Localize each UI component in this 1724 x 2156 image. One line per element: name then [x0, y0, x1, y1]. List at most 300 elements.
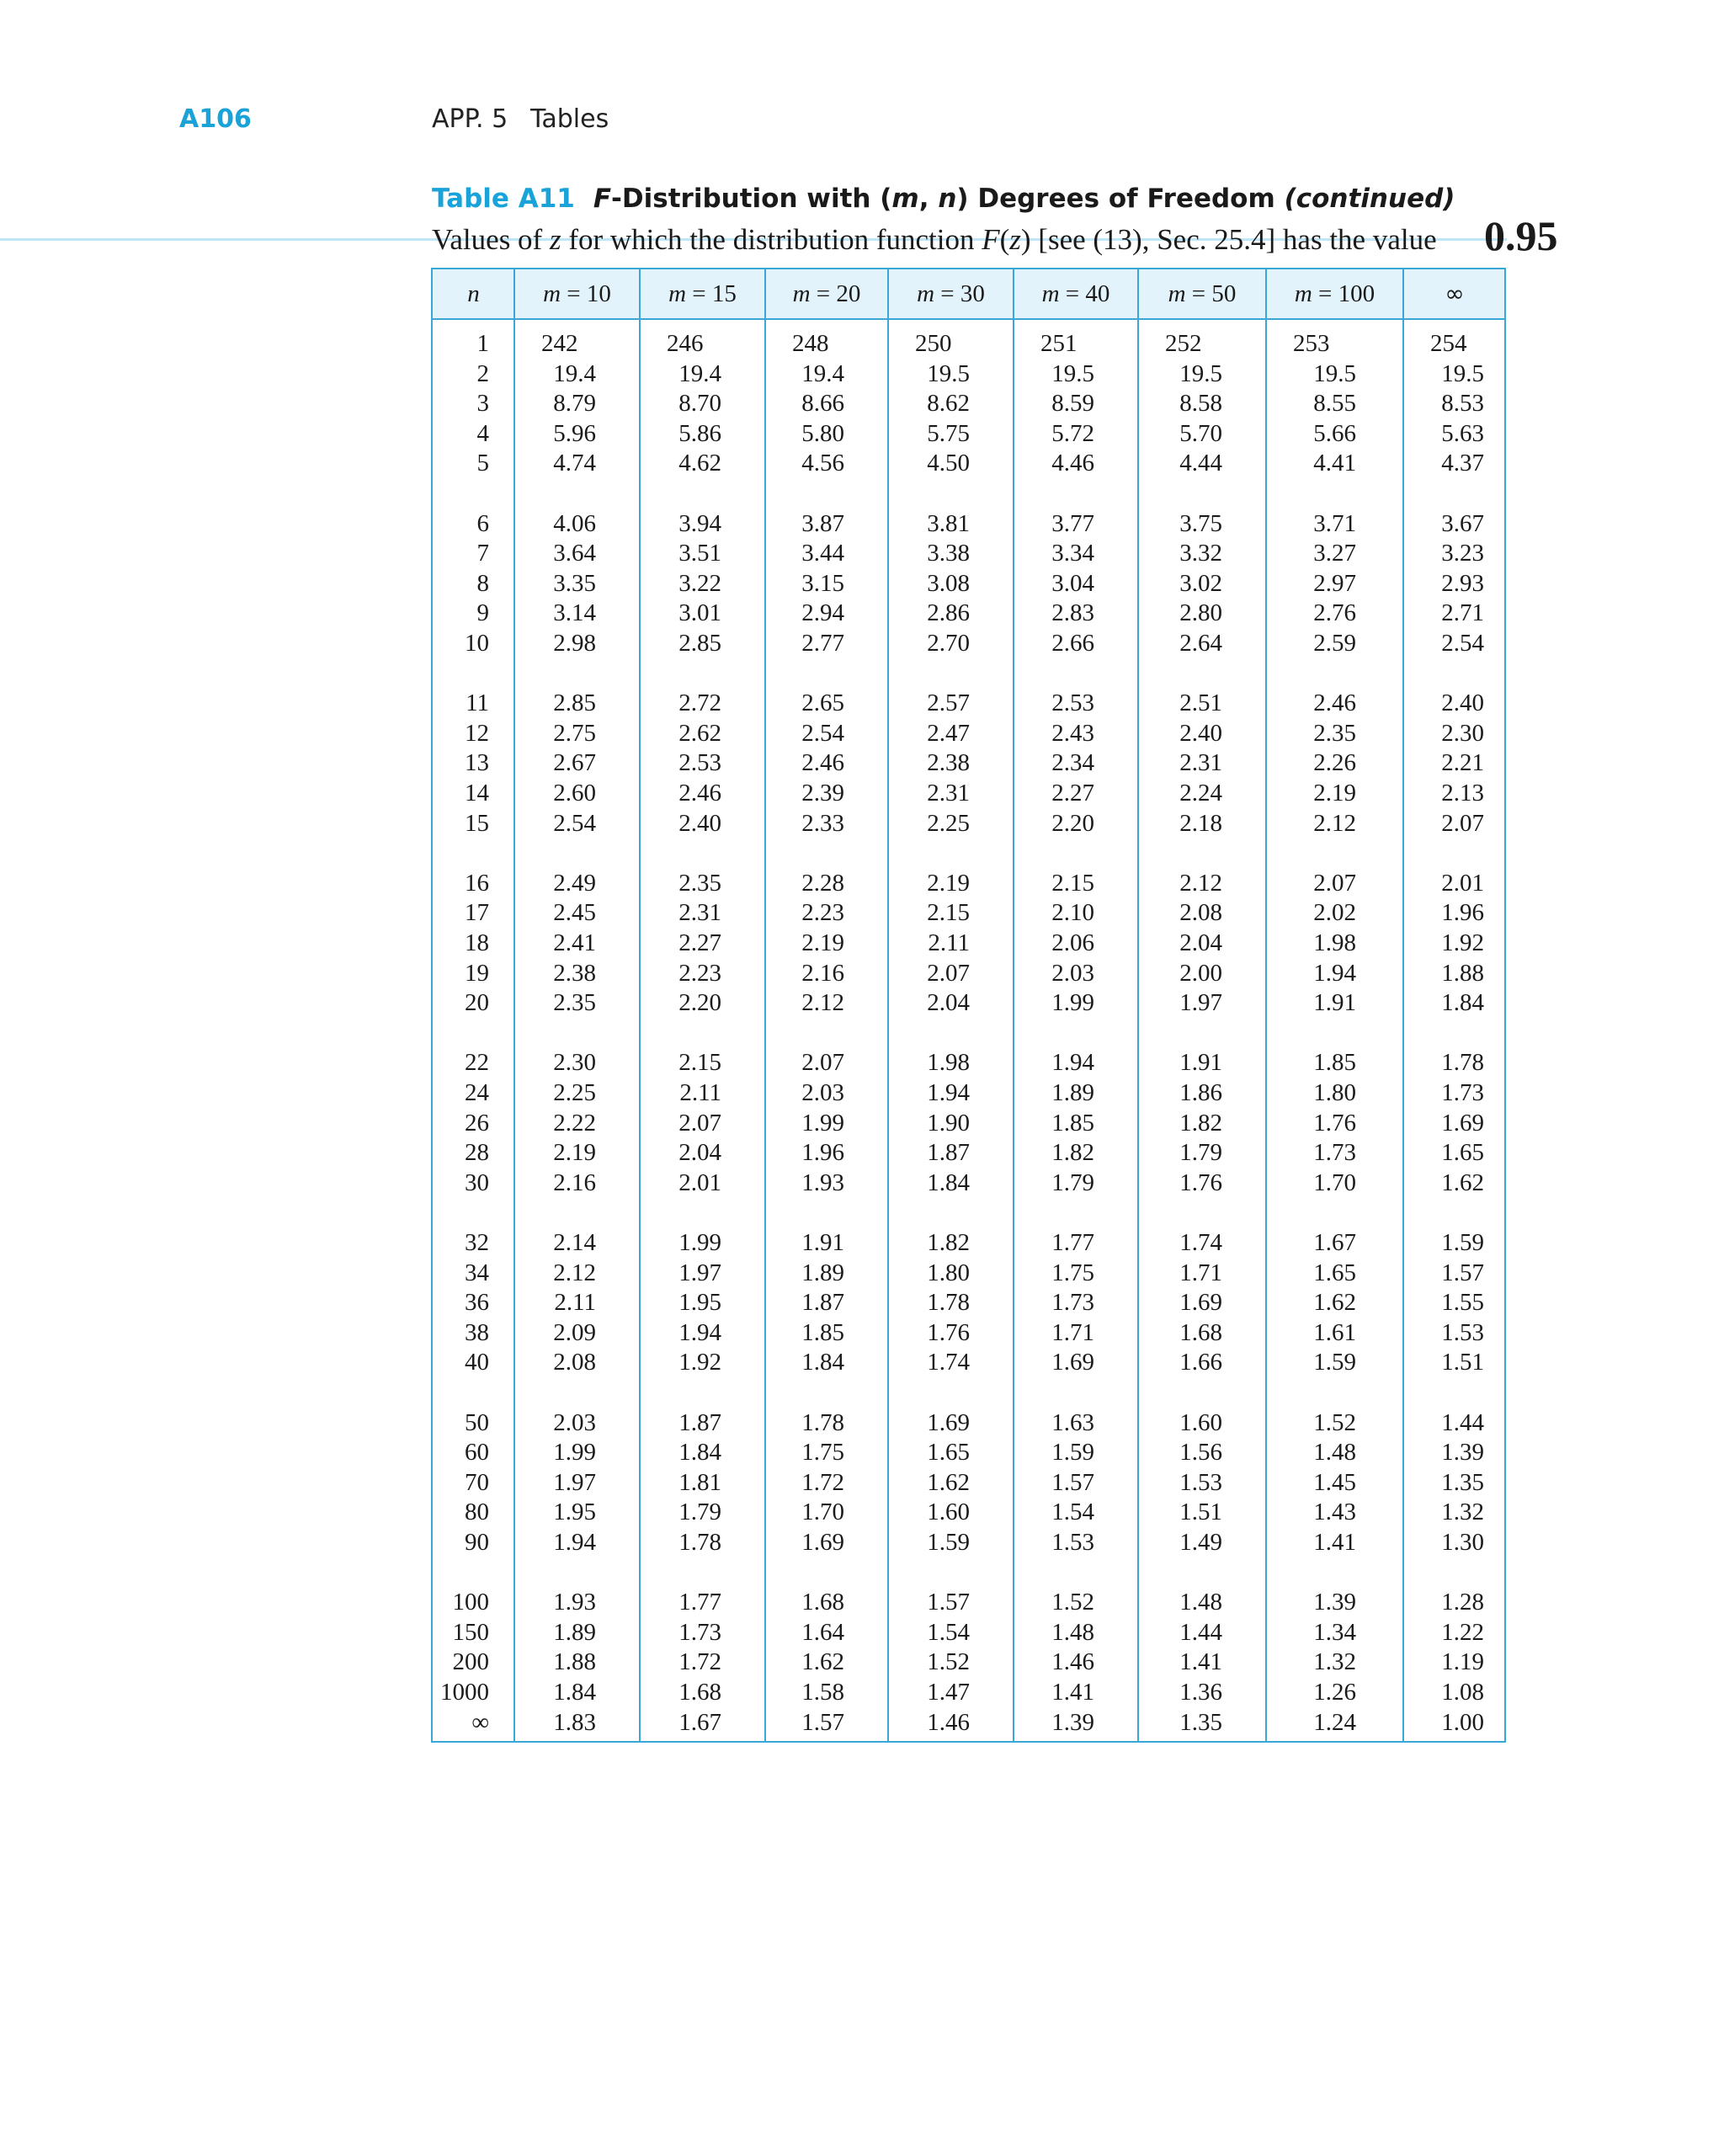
table-cell: 1.94 [1313, 959, 1356, 987]
table-row [433, 1437, 1504, 1467]
table-cell: 3.51 [678, 540, 721, 567]
table-cell: 2.31 [1179, 749, 1222, 777]
row-label-n: ∞ [471, 1708, 489, 1736]
table-cell: 1.70 [1313, 1168, 1356, 1196]
table-cell: 3.77 [1051, 509, 1094, 537]
table-cell: 1.73 [678, 1618, 721, 1646]
table-cell: 2.27 [1051, 780, 1094, 807]
table-cell: 2.35 [678, 869, 721, 897]
table-cell: 1.99 [801, 1109, 844, 1137]
table-cell: 1.48 [1179, 1589, 1222, 1616]
table-cell: 1.92 [1441, 929, 1484, 956]
table-cell: 1.78 [678, 1529, 721, 1556]
row-label-n: 1 [476, 330, 489, 357]
row-label-n: 19 [465, 959, 489, 987]
table-cell: 1.77 [678, 1589, 721, 1616]
table-cell: 1.68 [678, 1679, 721, 1706]
table-cell: 1.92 [678, 1349, 721, 1376]
table-cell: 2.03 [1051, 959, 1094, 987]
table-cell: 252 [1165, 330, 1202, 357]
caption-n: n [938, 184, 957, 214]
column-header: m = 10 [543, 280, 611, 307]
table-cell: 5.66 [1313, 419, 1356, 447]
table-row [433, 897, 1504, 928]
row-label-n: 9 [476, 599, 489, 627]
table-cell: 2.60 [553, 780, 596, 807]
row-label-n: 10 [465, 630, 489, 657]
table-cell: 2.30 [553, 1049, 596, 1077]
table-cell: 1.86 [1179, 1079, 1222, 1106]
table-cell: 1.97 [678, 1259, 721, 1286]
table-row [433, 598, 1504, 628]
table-cell: 3.15 [801, 569, 844, 597]
table-cell: 2.67 [553, 749, 596, 777]
table-cell: 2.46 [1313, 689, 1356, 717]
caption-text-2: ) Degrees of Freedom [956, 184, 1285, 214]
table-cell: 2.38 [553, 959, 596, 987]
row-label-n: 34 [465, 1259, 489, 1286]
table-cell: 2.23 [678, 959, 721, 987]
table-cell: 1.94 [927, 1079, 970, 1106]
table-cell: 2.45 [553, 899, 596, 927]
table-cell: 19.5 [1313, 359, 1356, 387]
table-cell: 1.41 [1313, 1529, 1356, 1556]
table-cell: 2.71 [1441, 599, 1484, 627]
table-cell: 2.51 [1179, 689, 1222, 717]
table-row [433, 1707, 1504, 1738]
table-cell: 19.4 [801, 359, 844, 387]
table-cell: 1.75 [1051, 1259, 1094, 1286]
table-cell: 2.35 [1313, 719, 1356, 747]
table-cell: 1.69 [1051, 1349, 1094, 1376]
table-cell: 1.35 [1441, 1468, 1484, 1496]
table-cell: 1.53 [1179, 1468, 1222, 1496]
table-cell: 2.13 [1441, 780, 1484, 807]
table-cell: 1.68 [1179, 1318, 1222, 1346]
table-row [433, 418, 1504, 449]
table-cell: 1.71 [1051, 1318, 1094, 1346]
subtitle-var-z2: z [1009, 223, 1021, 256]
table-cell: 1.59 [927, 1529, 970, 1556]
row-label-n: 5 [476, 450, 489, 477]
table-cell: 3.32 [1179, 540, 1222, 567]
table-cell: 1.41 [1051, 1679, 1094, 1706]
table-cell: 1.52 [927, 1648, 970, 1676]
table-cell: 1.69 [1441, 1109, 1484, 1137]
table-cell: 2.28 [801, 869, 844, 897]
table-cell: 2.54 [1441, 630, 1484, 657]
table-cell: 1.59 [1313, 1349, 1356, 1376]
subtitle-text-c: ( [999, 223, 1010, 256]
table-cell: 2.38 [927, 749, 970, 777]
table-cell: 242 [541, 330, 578, 357]
table-cell: 2.31 [678, 899, 721, 927]
table-cell: 1.39 [1313, 1589, 1356, 1616]
table-label: Table A11 [432, 184, 575, 214]
table-cell: 3.04 [1051, 569, 1094, 597]
table-cell: 1.52 [1051, 1589, 1094, 1616]
page-number: A106 [179, 104, 252, 134]
table-row [433, 1287, 1504, 1318]
table-cell: 1.94 [678, 1318, 721, 1346]
table-row [433, 1108, 1504, 1138]
table-cell: 2.64 [1179, 630, 1222, 657]
table-cell: 1.80 [1313, 1079, 1356, 1106]
table-cell: 4.41 [1313, 450, 1356, 477]
table-cell: 2.23 [801, 899, 844, 927]
table-cell: 1.57 [801, 1708, 844, 1736]
table-cell: 5.86 [678, 419, 721, 447]
table-cell: 1.99 [678, 1229, 721, 1256]
table-cell: 2.07 [927, 959, 970, 987]
table-cell: 2.02 [1313, 899, 1356, 927]
table-cell: 3.01 [678, 599, 721, 627]
table-cell: 1.54 [927, 1618, 970, 1646]
table-cell: 2.34 [1051, 749, 1094, 777]
table-cell: 2.33 [801, 809, 844, 837]
table-cell: 2.04 [927, 989, 970, 1017]
column-header: m = 30 [917, 280, 985, 307]
table-cell: 2.49 [553, 869, 596, 897]
column-header: ∞ [1445, 279, 1465, 307]
table-cell: 1.93 [553, 1589, 596, 1616]
table-cell: 1.00 [1441, 1708, 1484, 1736]
table-cell: 1.73 [1441, 1079, 1484, 1106]
table-cell: 8.62 [927, 390, 970, 418]
row-label-n: 28 [465, 1139, 489, 1167]
table-cell: 2.25 [553, 1079, 596, 1106]
row-label-n: 30 [465, 1168, 489, 1196]
table-cell: 1.32 [1313, 1648, 1356, 1676]
column-divider [1137, 269, 1139, 1741]
table-cell: 251 [1040, 330, 1078, 357]
column-header: m = 40 [1041, 280, 1110, 307]
table-row [433, 718, 1504, 748]
table-cell: 2.70 [927, 630, 970, 657]
table-cell: 5.70 [1179, 419, 1222, 447]
table-cell: 2.06 [1051, 929, 1094, 956]
table-cell: 1.65 [927, 1439, 970, 1467]
table-cell: 1.80 [927, 1259, 970, 1286]
table-row [433, 1168, 1504, 1198]
table-cell: 2.72 [678, 689, 721, 717]
table-row [433, 1347, 1504, 1377]
table-cell: 1.65 [1441, 1139, 1484, 1167]
table-cell: 1.41 [1179, 1648, 1222, 1676]
table-cell: 2.15 [1051, 869, 1094, 897]
table-cell: 4.37 [1441, 450, 1484, 477]
table-cell: 2.80 [1179, 599, 1222, 627]
table-cell: 1.56 [1179, 1439, 1222, 1467]
table-cell: 2.24 [1179, 780, 1222, 807]
table-cell: 3.64 [553, 540, 596, 567]
table-cell: 3.14 [553, 599, 596, 627]
table-cell: 2.11 [928, 929, 970, 956]
table-cell: 2.19 [553, 1139, 596, 1167]
table-row [433, 388, 1504, 418]
table-cell: 1.24 [1313, 1708, 1356, 1736]
table-cell: 1.87 [801, 1289, 844, 1317]
table-cell: 1.91 [1179, 1049, 1222, 1077]
table-cell: 4.62 [678, 450, 721, 477]
table-row [433, 688, 1504, 718]
table-cell: 1.96 [801, 1139, 844, 1167]
table-row [433, 958, 1504, 988]
table-cell: 2.12 [801, 989, 844, 1017]
row-label-n: 70 [465, 1468, 489, 1496]
table-cell: 1.95 [678, 1289, 721, 1317]
table-cell: 2.04 [678, 1139, 721, 1167]
table-cell: 19.4 [553, 359, 596, 387]
table-cell: 1.08 [1441, 1679, 1484, 1706]
table-cell: 1.82 [1051, 1139, 1094, 1167]
table-cell: 1.87 [927, 1139, 970, 1167]
table-cell: 3.81 [927, 509, 970, 537]
table-row [433, 508, 1504, 539]
table-cell: 2.35 [553, 989, 596, 1017]
table-cell: 4.56 [801, 450, 844, 477]
row-label-n: 38 [465, 1318, 489, 1346]
table-row [433, 628, 1504, 658]
table-cell: 2.43 [1051, 719, 1094, 747]
table-cell: 2.85 [553, 689, 596, 717]
table-cell: 246 [667, 330, 704, 357]
table-cell: 2.83 [1051, 599, 1094, 627]
table-cell: 2.04 [1179, 929, 1222, 956]
table-cell: 1.39 [1441, 1439, 1484, 1467]
table-cell: 2.98 [553, 630, 596, 657]
table-cell: 19.5 [1441, 359, 1484, 387]
row-label-n: 90 [465, 1529, 489, 1556]
table-cell: 1.59 [1051, 1439, 1094, 1467]
table-cell: 1.69 [1179, 1289, 1222, 1317]
table-cell: 1.88 [553, 1648, 596, 1676]
table-cell: 2.57 [927, 689, 970, 717]
table-cell: 1.46 [1051, 1648, 1094, 1676]
table-cell: 3.75 [1179, 509, 1222, 537]
table-subtitle [432, 223, 1437, 257]
row-label-n: 4 [476, 419, 489, 447]
table-cell: 1.54 [1051, 1499, 1094, 1526]
table-cell: 1.64 [801, 1618, 844, 1646]
table-row [433, 748, 1504, 778]
table-cell: 1.43 [1313, 1499, 1356, 1526]
table-cell: 1.76 [1179, 1168, 1222, 1196]
table-cell: 2.66 [1051, 630, 1094, 657]
table-cell: 3.38 [927, 540, 970, 567]
row-label-n: 3 [476, 390, 489, 418]
table-cell: 1.67 [678, 1708, 721, 1736]
table-cell: 1.69 [927, 1408, 970, 1436]
table-cell: 1.83 [553, 1708, 596, 1736]
table-cell: 5.63 [1441, 419, 1484, 447]
table-cell: 1.95 [553, 1499, 596, 1526]
table-cell: 2.62 [678, 719, 721, 747]
table-cell: 5.75 [927, 419, 970, 447]
table-cell: 2.20 [678, 989, 721, 1017]
table-cell: 4.44 [1179, 450, 1222, 477]
column-header: m = 50 [1168, 280, 1237, 307]
table-cell: 1.65 [1313, 1259, 1356, 1286]
table-cell: 1.84 [678, 1439, 721, 1467]
caption-sep: , [918, 184, 939, 214]
caption-continued: (continued) [1284, 184, 1455, 214]
table-row [433, 1617, 1504, 1648]
table-cell: 253 [1293, 330, 1330, 357]
row-label-n: 50 [465, 1408, 489, 1436]
table-cell: 8.79 [553, 390, 596, 418]
table-cell: 1.76 [927, 1318, 970, 1346]
table-cell: 1.74 [1179, 1229, 1222, 1256]
table-cell: 1.97 [553, 1468, 596, 1496]
table-cell: 1.68 [801, 1589, 844, 1616]
table-cell: 1.82 [1179, 1109, 1222, 1137]
table-cell: 2.41 [553, 929, 596, 956]
table-cell: 2.00 [1179, 959, 1222, 987]
table-cell: 1.91 [801, 1229, 844, 1256]
table-row [433, 1647, 1504, 1677]
table-cell: 2.01 [678, 1168, 721, 1196]
table-row [433, 359, 1504, 389]
table-cell: 2.03 [801, 1079, 844, 1106]
table-cell: 2.94 [801, 599, 844, 627]
row-label-n: 26 [465, 1109, 489, 1137]
table-cell: 1.72 [678, 1648, 721, 1676]
column-divider [887, 269, 889, 1741]
table-cell: 1.98 [1313, 929, 1356, 956]
table-cell: 2.21 [1441, 749, 1484, 777]
row-label-n: 11 [466, 689, 489, 717]
table-cell: 2.07 [678, 1109, 721, 1137]
row-label-n: 16 [465, 869, 489, 897]
table-cell: 4.50 [927, 450, 970, 477]
table-cell: 2.15 [927, 899, 970, 927]
subtitle-func-f: F [982, 223, 1000, 256]
table-cell: 1.36 [1179, 1679, 1222, 1706]
table-row [433, 1408, 1504, 1438]
table-cell: 3.08 [927, 569, 970, 597]
table-cell: 1.85 [1313, 1049, 1356, 1077]
row-label-n: 20 [465, 989, 489, 1017]
table-cell: 1.53 [1051, 1529, 1094, 1556]
subtitle-text-b: for which the distribution function [561, 223, 982, 256]
table-row [433, 1318, 1504, 1348]
table-cell: 1.78 [1441, 1049, 1484, 1077]
table-cell: 1.62 [1313, 1289, 1356, 1317]
table-cell: 1.49 [1179, 1529, 1222, 1556]
table-cell: 1.22 [1441, 1618, 1484, 1646]
table-cell: 1.99 [1051, 989, 1094, 1017]
table-row [433, 868, 1504, 898]
table-cell: 1.78 [927, 1289, 970, 1317]
f-distribution-table [431, 268, 1506, 1743]
table-cell: 2.25 [927, 809, 970, 837]
table-cell: 1.79 [1179, 1139, 1222, 1167]
row-label-n: 18 [465, 929, 489, 956]
table-cell: 1.77 [1051, 1229, 1094, 1256]
table-cell: 1.84 [801, 1349, 844, 1376]
table-cell: 5.96 [553, 419, 596, 447]
table-cell: 2.75 [553, 719, 596, 747]
table-cell: 2.12 [1179, 869, 1222, 897]
table-cell: 1.91 [1313, 989, 1356, 1017]
table-cell: 2.01 [1441, 869, 1484, 897]
row-label-n: 2 [476, 359, 489, 387]
table-cell: 1.26 [1313, 1679, 1356, 1706]
table-cell: 1.45 [1313, 1468, 1356, 1496]
table-cell: 2.65 [801, 689, 844, 717]
table-cell: 1.30 [1441, 1529, 1484, 1556]
table-cell: 1.73 [1051, 1289, 1094, 1317]
table-row [433, 1137, 1504, 1168]
column-divider [639, 269, 641, 1741]
table-cell: 2.59 [1313, 630, 1356, 657]
row-label-n: 80 [465, 1499, 489, 1526]
table-cell: 1.84 [927, 1168, 970, 1196]
table-cell: 1.52 [1313, 1408, 1356, 1436]
table-cell: 1.75 [801, 1439, 844, 1467]
row-label-n: 36 [465, 1289, 489, 1317]
table-cell: 1.79 [678, 1499, 721, 1526]
table-cell: 2.39 [801, 780, 844, 807]
table-cell: 250 [915, 330, 952, 357]
row-label-n: 14 [465, 780, 489, 807]
table-cell: 1.89 [553, 1618, 596, 1646]
table-cell: 1.90 [927, 1109, 970, 1137]
table-cell: 1.93 [801, 1168, 844, 1196]
table-cell: 8.59 [1051, 390, 1094, 418]
table-cell: 19.5 [1051, 359, 1094, 387]
row-label-n: 200 [452, 1648, 489, 1676]
table-cell: 1.35 [1179, 1708, 1222, 1736]
table-row [433, 808, 1504, 838]
table-cell: 3.23 [1441, 540, 1484, 567]
table-cell: 1.89 [801, 1259, 844, 1286]
table-row [433, 328, 1504, 359]
table-cell: 1.53 [1441, 1318, 1484, 1346]
section-label: APP. 5 [432, 104, 508, 134]
table-cell: 3.44 [801, 540, 844, 567]
table-cell: 1.59 [1441, 1229, 1484, 1256]
caption-text-1: -Distribution with ( [611, 184, 892, 214]
table-cell: 1.47 [927, 1679, 970, 1706]
table-cell: 3.94 [678, 509, 721, 537]
table-cell: 2.77 [801, 630, 844, 657]
table-header [433, 269, 1504, 320]
table-cell: 2.47 [927, 719, 970, 747]
table-cell: 1.87 [678, 1408, 721, 1436]
table-cell: 1.60 [1179, 1408, 1222, 1436]
table-cell: 1.44 [1441, 1408, 1484, 1436]
row-label-n: 100 [452, 1589, 489, 1616]
column-divider [1402, 269, 1404, 1741]
table-cell: 1.88 [1441, 959, 1484, 987]
table-cell: 8.70 [678, 390, 721, 418]
table-cell: 2.19 [801, 929, 844, 956]
table-cell: 4.06 [553, 509, 596, 537]
table-cell: 2.54 [553, 809, 596, 837]
table-cell: 1.94 [1051, 1049, 1094, 1077]
table-cell: 1.48 [1313, 1439, 1356, 1467]
table-cell: 1.57 [1441, 1259, 1484, 1286]
table-cell: 1.74 [927, 1349, 970, 1376]
column-divider [764, 269, 766, 1741]
row-label-n: 8 [476, 569, 489, 597]
column-header: m = 20 [792, 280, 861, 307]
table-cell: 2.16 [553, 1168, 596, 1196]
table-cell: 3.71 [1313, 509, 1356, 537]
table-cell: 1.44 [1179, 1618, 1222, 1646]
